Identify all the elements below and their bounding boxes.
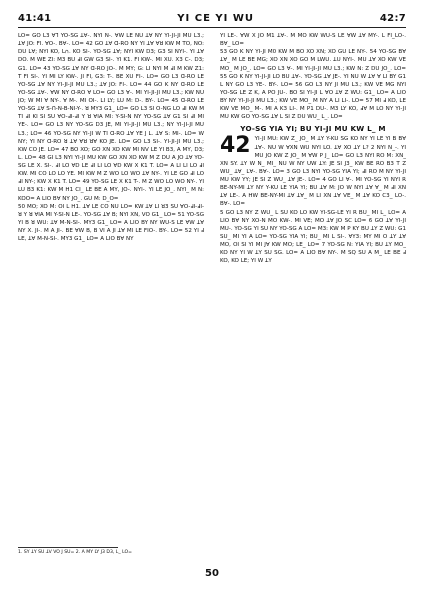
header-left-reference: 41:41 (18, 12, 52, 24)
footnote: 1. SY ꓕY SU ꓕV VO J SU= 2. A MY LY J3 D3, L_ LO= (18, 550, 132, 555)
chapter-start (220, 135, 406, 208)
right-column (220, 32, 406, 540)
verse-paragraph: 50 MO; XO M: OI L H1. ꓕ∀ LE CO NU LO= KW ꓕ∀ LI ꓤ3 SU ∀O-ꓞI-ꓞI-ꓤ Y ꓤ ∀IA MI Y-SI-N LE-. YO-SG ꓕ∀ B; NYI XN, VO G1_ LO= 51 YO-SG YI B ꓤ WU: ꓕ∀ M-N-SI-. MY3 G1_ LO= A LIO BY NY WU-S LE ∀W ꓕ∀ NY X. JI-. M A JI-. BE ∀W B, B VI A JI ꓕ∀ MI LE FIO-. BY-. LO= 52 YI ꓞ LE, ꓕ∀ M-N-SI-. MY3 G1_ LO= A LIO B∀ NY (18, 203, 204, 243)
header-rule (18, 27, 406, 28)
running-header (18, 8, 406, 28)
verse-paragraph: 5 GO L3 NY Z WU_ L SU KO LO KW YI-SG-LE YI R BU_ MI L_ LO= A LIO B∀ NY XO-N MO KW-. MI VE; MO ꓕ∀ JO SC LO= 6 GO ꓕ∀ YI-JI MU-. YO-SG YI SU NY YO-SG A LO= M3: KW M P KY BU ꓕY Z WU: G1 SU_ MI YI A LO= YO-SG YIA YI; BU_ MI L SI-. ∀Y3: MY MI O ꓕY ꓕ∀ MO, OI SI YI MI J∀ KW MO; LE_ LO= 7 YO-SG N: YIA YI; BU ꓕY MO_ KO NY YI W ꓕY SU SG. LO= A LIO B∀ NY-. M SQ SU A M_ LE BE ꓞ KO, KO LE; YI W ꓕY (220, 209, 406, 265)
header-right-reference: 42:7 (379, 12, 406, 24)
verse-paragraph: YI LE-. ∀W X JO M1 ꓕ∀-. M MO KW WU-S LE ∀W ꓕ∀ MY-. L FI_LO-. B∀_ LO= (220, 33, 406, 48)
chapter-number: 42 (220, 133, 251, 159)
book-title: YI CE YI WU (177, 12, 254, 24)
footnote-rule (18, 547, 118, 548)
verse-paragraph: 53 GO K NY YI-JI M0 KW M BO XO XN; XO GU LE NY-. 54 YO-SG B∀ ꓕ∀_ M LE BE MG; XO XN XO GO M LWU. ꓕU NYI-. MU ꓕ∀ XO KW VE MO_ M JO_. LO= GO L3 ∀-. MI YI-JI-JI MU L3.; KW N: Z DU JO_. LO= 55 GO K NY YI-JI-JI LO BU ꓕ∀-. YO-SG ꓕ∀ JE-. YI NU W ꓕ∀ ∀ LI BY G1 L NY GO L3 YE-. BY-. LO= 56 GO L3 NY JI MU L3.; KW VE MG NYI YO-SG LE Z K, A PO JU-. BO SI YI-JI L ∀O ꓕ∀ Z WU: G1_ LO= A LIO BY NY YI-JI-JI MU L3.; KW VE MO_ M NY A LI LI-. LO= 57 MI ꓞ KO, LE KW VE MO_ M-. MI A K3 LI-. M P1 DU-. M3 LY KO, ꓞ∀ M LO NY YI-JI MU KW GO YO-SG ꓕ∀ L SI Z DU WU_ L_. LO= (220, 49, 406, 121)
verse-paragraph: YI-JI MU: KW Z_ JO_ M ꓕY Y-KU SG KO NY YI LE YI B B∀ ꓕ∀-. NU W ∀XN WU NYI LO. ꓕ∀ XO ꓕY L? 2 NYI N_-. YI MU JO KW Z JO_ M ∀W P J_ LO= GO L3 NYI RO M: XN_ XN SY. ꓕY W N_ MI_ NU W NY UW ꓕY: JE SI J3_ KW BE RO B3 T Z WU_ ꓕ∀_ L∀-. B∀-. LO= 3 GO L3 NYI YO-SG YIA YI; ꓞI RO M NY YI-JI MU KW YY; JE SI Z WU_ ꓕ∀ JE-. LO= 4 GO LI ∀-. MI YO-SG YI NYI R BE-NY-MI ꓕY NY Y-KU LE YIA YI; BU ꓕ∀ M: JO W NYI ꓕ∀ ∀_ M ꓞI XN ꓕ∀ LE-. A HW BE-NY-MI ꓕ∀ ꓕ∀_ M LI XN ꓕ∀ VE_ M ꓕ∀ KO C3_ LO-. B∀-. LO= (220, 136, 406, 208)
section-heading: YO-SG YIA YI; BU YI-JI MU KW L_ M (240, 124, 386, 134)
verse-paragraph: LO= GO L3 ∀ꓶ YO-SG ꓕ∀-. NYI N-. ∀W LE NU ꓕ∀ NY YI-JI-JI MU L3.; ꓕ∀ JO: FI. ∀O-. B∀-. LO= 42 GO ꓕ∀ ꓷ-RO NY YI ꓕ∀ ∀ꓤ KW M TO, NO: DU L∀; NYI KO, L∩. KO SI-. YO-SG ꓕ∀; NYI KW D3; G3 SI NYI-. YI ꓕ∀ DO. M WE ZI: M3 BU ꓞI GW G3 SI-. YI K1. FI KW-. MI XU. X3 C-. D3; G1. LO= 43 YO-SG ꓕ∀ NY ꓷ-RO JO-. M MY; G: LI NYI M ꓞI M KW Z1: T FI SI-. YI MI LY KW-. JI FI, G3: T-. BE XU FI-. LO= GO L3 ꓷ-RO LE YO-SG ꓕ∀ NY YI-JI-JI MU L3.; ꓕ∀ JO: FI-. LO= 44 GO K NY ꓷ-RO LE YO-SG ꓕ∀-. ∀W NY ꓷ-RO ∀ LO= GO L3 ∀-. MI YI-JI-JI MU L3.; KW NU JO; W MI ∀ NY-. ∀ M-. MI OI-. LI LY; LU M: D-. BY-. LO= 45 ꓷ-RO LE YO-SG ꓕ∀ S-ꓵ-N-B-NI-Y-. ꓤ MY3 G1_ LO= GO L3 SI O-NG LO ꓞI KW M TI ꓞI KI SI SU ∀O-ꓞI-ꓞI Y ꓤ ∀IA MI: Y-SI-N NY YO-SG ꓕ∀ G1 SI ꓞI MI YE-. LO= GO L3 NY YO-SG D3 JE, MI YI-JI-JI MU L3.; NY YI-JI-JI MU L3.; LO= 46 YO-SG NY YI-JI W TI ꓷ-RO ꓕ∀ YE J L. ꓕ∀ S: MI-. LO= W NY; YI NY ꓷ-RO ꓤ ꓕ∀ ∀ꓤ ꓤ∀ KO JE. LO= GO L3 SI-. YI-JI-JI MU L3.; KW CO JE. LO= 47 BO XO; GO XN XO KW MI NV LE YI B3, A MY, D3; L. LO= 48 GI L3 NYI YI-JI MU KW GO XN XO KW M Z DU A JO ꓕ∀ YO-SG LE X. SI-. ꓞI LO ∀D LE ꓞI LI LO ∀D KW X K1 T. LO= A LI LI LO ꓞI KW. MI CO LO LO YE. MI KW M Z WO LO WO ꓕ∀ NY-. YI LE GO ꓞI LO ꓞI NY-; KW X K1 T. LO= 49 YO-SG LE X K1 T-. M Z WO LO WO NY-. YI LU B3 K1: KW M H1 CI_ LE BE A MY, JO-. NYI-. YI LE JO_. NYI_ M N: KOO= A LIO B∀ NY JO_. GU M: D_O= (18, 33, 204, 202)
page-number: 50 (205, 568, 219, 579)
left-column (18, 32, 204, 540)
